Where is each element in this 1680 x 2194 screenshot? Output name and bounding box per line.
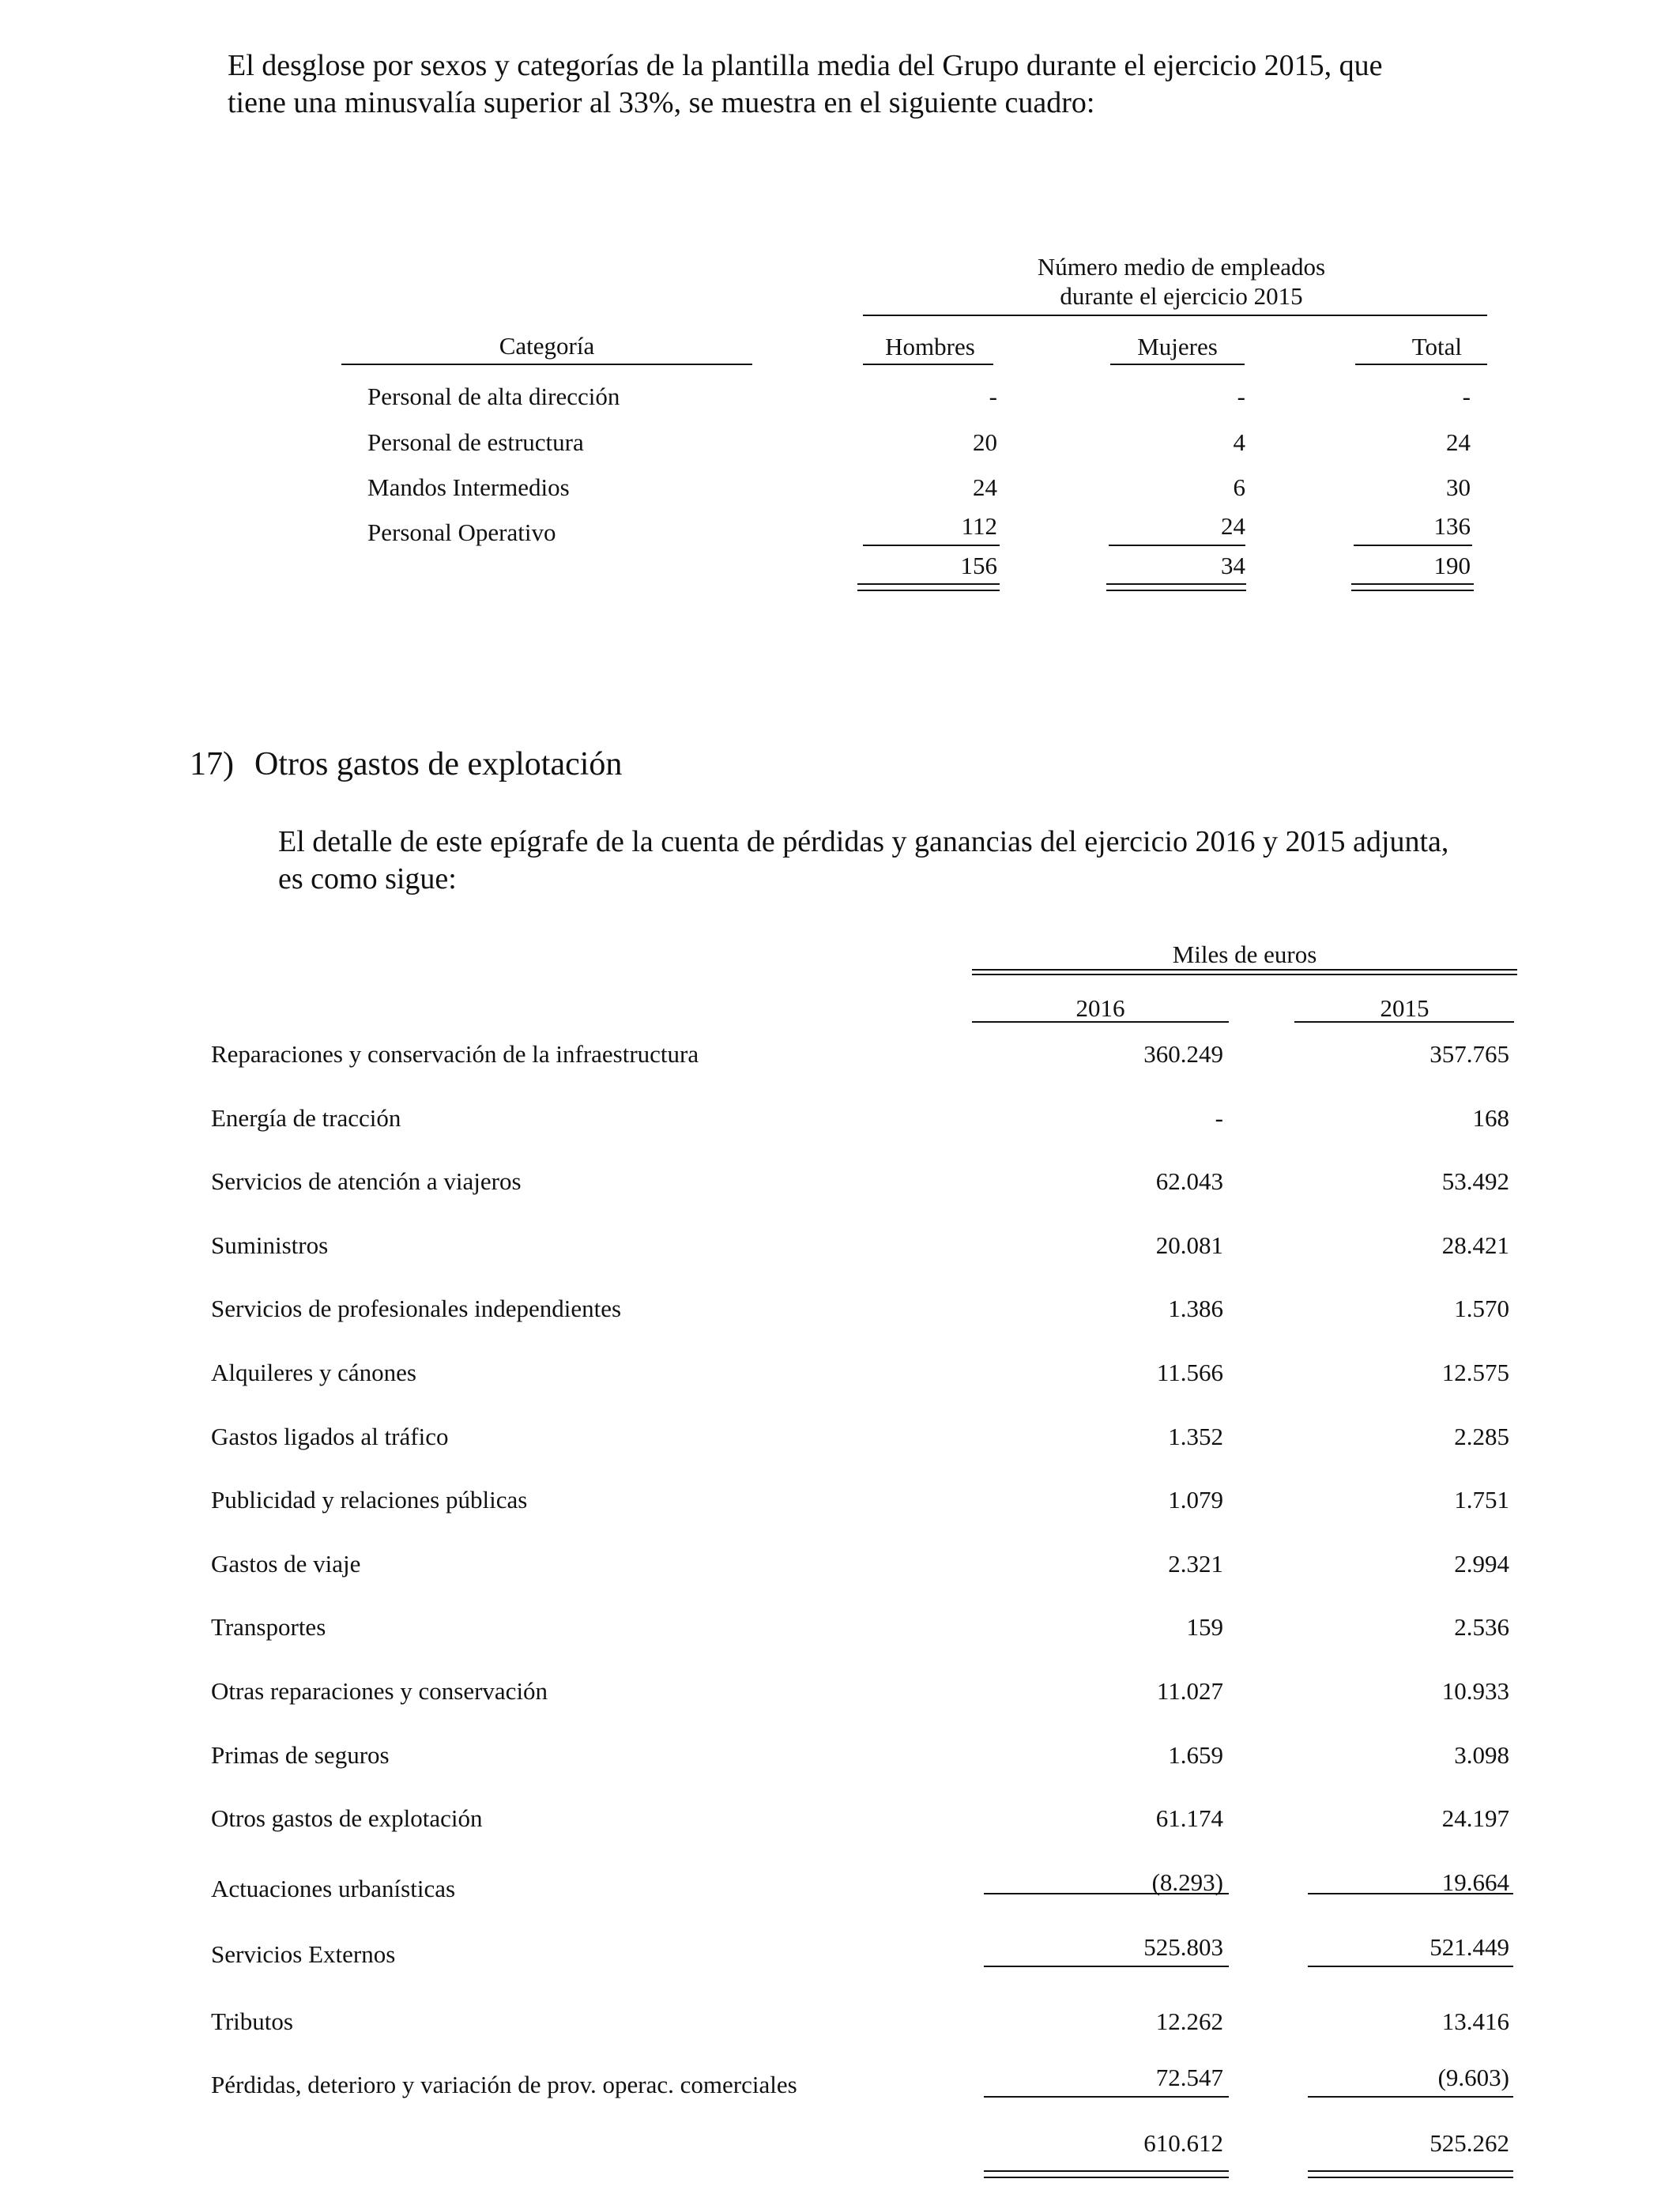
cell-2016: 1.352 (1168, 1422, 1223, 1450)
cell-2016: 1.659 (1168, 1740, 1223, 1769)
subtotal-rule-hombres (863, 545, 1000, 546)
cell-2015: (9.603) (1437, 2064, 1509, 2091)
total-total: 190 (1433, 552, 1471, 579)
cell-2015: 10.933 (1441, 1677, 1509, 1705)
cell-2015: 168 (1472, 1103, 1509, 1132)
unit-header-double-rule (972, 969, 1517, 975)
row-label: Alquileres y cánones (211, 1359, 416, 1386)
column-header-total: Total (1411, 333, 1462, 360)
row-label: Personal de estructura (367, 428, 584, 456)
row-label: Otras reparaciones y conservación (211, 1677, 548, 1705)
year-2016-header: 2016 (1075, 994, 1125, 1022)
cell-2015: 2.285 (1454, 1422, 1509, 1450)
double-rule-hombres (857, 583, 1000, 591)
mujeres-header-rule (1110, 364, 1245, 365)
subtotal-rule-2015 (1308, 1893, 1513, 1894)
cell-2016: 72.547 (1155, 2064, 1223, 2091)
cell-2015: 24.197 (1441, 1804, 1509, 1833)
cell-2015: 357.765 (1430, 1040, 1509, 1068)
perdidas-rule-2015 (1308, 2096, 1513, 2098)
cell-2015: 2.994 (1454, 1549, 1509, 1578)
total-header-rule (1355, 364, 1487, 365)
categoria-header-rule (341, 364, 752, 365)
cell-2016: (8.293) (1151, 1868, 1223, 1896)
cell-2016: 1.386 (1168, 1295, 1223, 1323)
employees-group-header-2: durante el ejercicio 2015 (1060, 282, 1303, 310)
cell-2016: 12.262 (1155, 2007, 1223, 2035)
cell-hombres: 24 (973, 473, 997, 501)
year-2016-rule (972, 1021, 1229, 1023)
column-header-hombres: Hombres (885, 333, 975, 360)
section-number: 17) (190, 746, 234, 782)
cell-total: 136 (1433, 512, 1471, 540)
cell-2016: 1.079 (1168, 1486, 1223, 1514)
subtotal-rule-2016 (984, 1893, 1229, 1894)
cell-2016: 11.566 (1156, 1359, 1223, 1386)
unit-header: Miles de euros (1172, 941, 1317, 968)
hombres-header-rule (863, 364, 993, 365)
cell-total: 30 (1446, 473, 1471, 501)
cell-2015: 2.536 (1454, 1613, 1509, 1642)
cell-2016: 525.803 (1143, 1933, 1223, 1961)
row-label: Otros gastos de explotación (211, 1804, 483, 1833)
cell-total: 24 (1446, 428, 1471, 456)
group-header-rule (863, 315, 1487, 316)
servicios-rule-2016 (984, 1966, 1229, 1967)
total-hombres: 156 (960, 552, 997, 579)
column-header-categoria: Categoría (499, 332, 595, 360)
intro-line-2: tiene una minusvalía superior al 33%, se muestra en el siguiente cuadro: (228, 86, 1095, 119)
cell-2015: 12.575 (1441, 1359, 1509, 1386)
cell-2016: 159 (1186, 1613, 1223, 1642)
cell-hombres: 112 (961, 512, 997, 540)
row-label: Personal de alta dirección (367, 383, 620, 410)
row-label: Gastos de viaje (211, 1549, 361, 1578)
column-header-mujeres: Mujeres (1137, 333, 1218, 360)
cell-2016: 20.081 (1155, 1231, 1223, 1259)
row-label: Tributos (211, 2007, 293, 2035)
cell-2016: 61.174 (1155, 1804, 1223, 1833)
cell-2015: 3.098 (1454, 1740, 1509, 1769)
cell-2015: 1.570 (1454, 1295, 1509, 1323)
cell-2016: - (1215, 1103, 1223, 1132)
section-paragraph-2: es como sigue: (278, 862, 457, 895)
grand-total-2015: 525.262 (1430, 2129, 1509, 2157)
perdidas-rule-2016 (984, 2096, 1229, 2098)
cell-2015: 13.416 (1441, 2007, 1509, 2035)
subtotal-rule-total (1354, 545, 1472, 546)
cell-hombres: 20 (973, 428, 997, 456)
row-label: Suministros (211, 1231, 329, 1259)
cell-2015: 521.449 (1430, 1933, 1509, 1961)
row-label: Transportes (211, 1613, 326, 1642)
section-title: Otros gastos de explotación (254, 746, 623, 782)
cell-hombres: - (989, 383, 997, 410)
servicios-rule-2015 (1308, 1966, 1513, 1967)
cell-mujeres: 4 (1233, 428, 1245, 456)
total-mujeres: 34 (1221, 552, 1245, 579)
cell-2015: 1.751 (1454, 1486, 1509, 1514)
cell-2015: 19.664 (1441, 1868, 1509, 1896)
cell-2016: 62.043 (1155, 1167, 1223, 1196)
year-2015-rule (1294, 1021, 1514, 1023)
cell-total: - (1462, 383, 1471, 410)
row-label: Mandos Intermedios (367, 473, 570, 501)
row-label: Gastos ligados al tráfico (211, 1422, 449, 1450)
row-label: Primas de seguros (211, 1740, 390, 1769)
row-label: Energía de tracción (211, 1103, 401, 1132)
grand-total-2016: 610.612 (1143, 2129, 1223, 2157)
row-label: Servicios de profesionales independientes (211, 1295, 622, 1323)
cell-2016: 2.321 (1168, 1549, 1223, 1578)
cell-2015: 28.421 (1441, 1231, 1509, 1259)
cell-2016: 360.249 (1143, 1040, 1223, 1068)
row-label: Publicidad y relaciones públicas (211, 1486, 528, 1514)
cell-2016: 11.027 (1156, 1677, 1223, 1705)
double-rule-mujeres (1106, 583, 1246, 591)
grand-total-double-rule-2016 (984, 2170, 1229, 2178)
row-label: Pérdidas, deterioro y variación de prov. operac. comerciales (211, 2071, 797, 2098)
row-label: Servicios de atención a viajeros (211, 1167, 522, 1196)
cell-mujeres: 6 (1233, 473, 1245, 501)
intro-line-1: El desglose por sexos y categorías de la plantilla media del Grupo durante el ejercicio 2015, que (228, 49, 1383, 82)
row-label: Personal Operativo (367, 518, 556, 546)
cell-2015: 53.492 (1441, 1167, 1509, 1196)
year-2015-header: 2015 (1380, 994, 1430, 1022)
double-rule-total (1351, 583, 1474, 591)
employees-group-header-1: Número medio de empleados (1037, 253, 1326, 281)
cell-mujeres: - (1237, 383, 1245, 410)
cell-mujeres: 24 (1221, 512, 1245, 540)
row-label: Servicios Externos (211, 1940, 396, 1968)
row-label: Actuaciones urbanísticas (211, 1874, 456, 1902)
grand-total-double-rule-2015 (1308, 2170, 1513, 2178)
row-label: Reparaciones y conservación de la infraestructura (211, 1040, 699, 1068)
section-paragraph-1: El detalle de este epígrafe de la cuenta de pérdidas y ganancias del ejercicio 2016 y 2015 adjunta, (278, 825, 1449, 858)
subtotal-rule-mujeres (1109, 545, 1245, 546)
